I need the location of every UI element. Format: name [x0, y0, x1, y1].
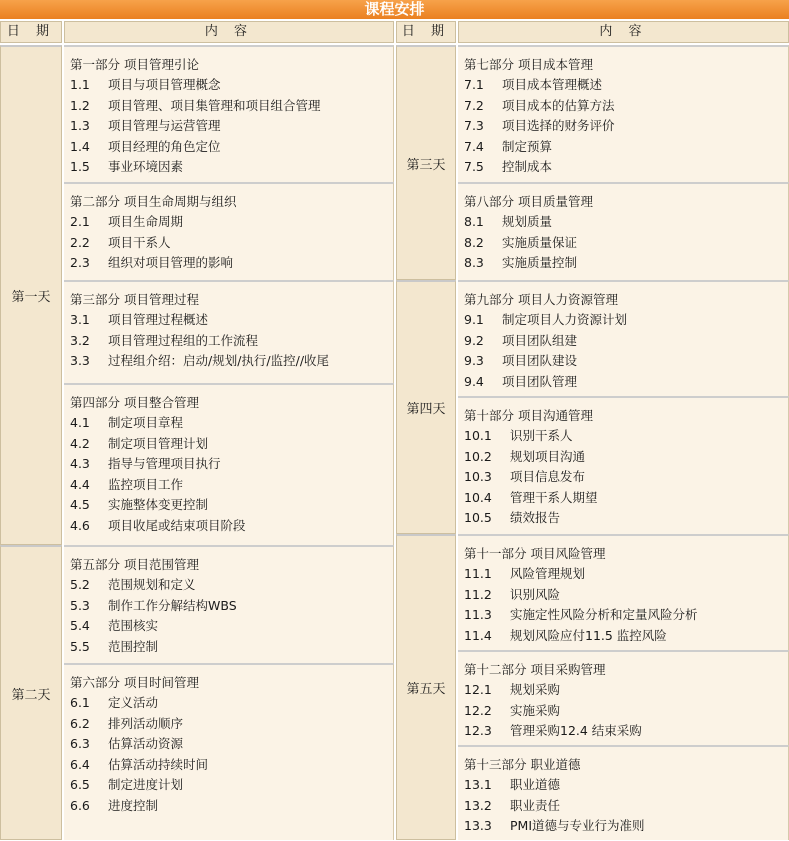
topic-text: 实施定性风险分析和定量风险分析 — [510, 607, 698, 622]
topic-text: 组织对项目管理的影响 — [108, 255, 234, 270]
topic-number: 2.1 — [70, 214, 90, 229]
topic-number: 6.4 — [70, 756, 90, 772]
header-date-right: 日 期 — [396, 21, 456, 43]
day-content — [458, 45, 789, 280]
topic-text: 项目信息发布 — [510, 469, 586, 484]
topic-item — [464, 351, 788, 372]
module-title: 第十一部分 项目风险管理 — [464, 546, 606, 561]
topic-number: 10.2 — [464, 448, 492, 464]
topic-text: 职业责任 — [510, 797, 561, 813]
topic-text: 进度控制 — [108, 797, 159, 813]
module-title: 第七部分 项目成本管理 — [464, 57, 593, 72]
topic-number: 11.4 — [464, 627, 492, 643]
module-block — [64, 663, 394, 840]
topic-number: 11.3 — [464, 607, 492, 622]
topic-item — [464, 775, 788, 796]
topic-item — [70, 212, 393, 233]
day-content — [64, 545, 394, 840]
topic-text: 绩效报告 — [510, 510, 561, 525]
topic-number: 4.3 — [70, 456, 90, 471]
topic-text: 范围规划和定义 — [108, 577, 196, 592]
topic-item — [464, 701, 788, 722]
topic-text: 规划采购 — [510, 682, 561, 697]
module-block — [458, 396, 789, 534]
topic-item — [464, 233, 788, 254]
topic-number: 12.1 — [464, 682, 492, 697]
topic-item — [464, 75, 788, 96]
topic-text: 规划质量 — [502, 214, 553, 229]
day-label: 第二天 — [0, 545, 62, 840]
topic-number: 11.2 — [464, 586, 492, 602]
topic-item — [464, 426, 788, 447]
topic-text: 估算活动持续时间 — [108, 756, 209, 772]
topic-text: 指导与管理项目执行 — [108, 456, 221, 471]
module-title: 第十三部分 职业道德 — [464, 757, 581, 772]
topic-number: 5.5 — [70, 638, 90, 654]
topic-item — [70, 253, 393, 274]
topic-item — [464, 447, 788, 468]
topic-text: 项目收尾或结束项目阶段 — [108, 517, 246, 533]
topic-text: 制定项目人力资源计划 — [502, 312, 628, 327]
day-row — [396, 534, 789, 840]
topic-item — [70, 495, 393, 516]
topic-text: 项目管理与运营管理 — [108, 118, 221, 133]
module-title: 第十部分 项目沟通管理 — [464, 408, 593, 423]
topic-item — [464, 488, 788, 509]
topic-item — [464, 310, 788, 331]
topic-text: 制定项目章程 — [108, 415, 184, 430]
topic-text: 制定进度计划 — [108, 777, 184, 792]
topic-number: 4.4 — [70, 476, 90, 492]
topic-text: 项目团队组建 — [502, 332, 578, 348]
topic-text: 项目与项目管理概念 — [108, 77, 221, 92]
topic-item — [464, 157, 788, 178]
topic-text: 职业道德 — [510, 777, 561, 792]
header-content-left: 内 容 — [64, 21, 394, 43]
topic-number: 1.3 — [70, 118, 90, 133]
topic-item — [464, 331, 788, 352]
topic-number: 7.5 — [464, 159, 484, 174]
topic-item — [70, 755, 393, 776]
topic-number: 9.1 — [464, 312, 484, 327]
module-block — [458, 745, 789, 840]
topic-item — [464, 116, 788, 137]
topic-item — [70, 434, 393, 455]
topic-item — [464, 508, 788, 529]
topic-number: 4.6 — [70, 517, 90, 533]
topic-text: 制定预算 — [502, 138, 553, 154]
module-title: 第十二部分 项目采购管理 — [464, 662, 606, 677]
topic-number: 13.2 — [464, 797, 492, 813]
topic-number: 4.5 — [70, 497, 90, 512]
topic-item — [464, 564, 788, 585]
header-content-right: 内 容 — [458, 21, 789, 43]
day-row — [396, 280, 789, 534]
topic-item — [70, 96, 393, 117]
topic-text: 项目管理过程概述 — [108, 312, 209, 327]
topic-number: 10.1 — [464, 428, 492, 443]
day-row — [396, 45, 789, 280]
topic-number: 5.4 — [70, 618, 90, 633]
topic-number: 9.4 — [464, 373, 484, 389]
topic-text: 排列活动顺序 — [108, 715, 184, 731]
topic-number: 13.3 — [464, 818, 492, 833]
topic-number: 10.5 — [464, 510, 492, 525]
module-title: 第一部分 项目管理引论 — [70, 57, 199, 72]
topic-number: 6.6 — [70, 797, 90, 813]
topic-item — [70, 596, 393, 617]
topic-text: 定义活动 — [108, 695, 159, 710]
topic-item — [464, 372, 788, 393]
topic-item — [70, 475, 393, 496]
module-block — [458, 534, 789, 650]
topic-text: 风险管理规划 — [510, 566, 586, 581]
schedule-title: 课程安排 — [0, 0, 789, 19]
topic-item — [464, 137, 788, 158]
left-column — [0, 45, 394, 840]
topic-text: 项目选择的财务评价 — [502, 118, 615, 133]
topic-number: 1.1 — [70, 77, 90, 92]
topic-number: 7.2 — [464, 97, 484, 113]
topic-text: 管理干系人期望 — [510, 489, 598, 505]
topic-item — [464, 467, 788, 488]
module-title: 第九部分 项目人力资源管理 — [464, 292, 618, 307]
day-content — [458, 280, 789, 534]
module-block — [64, 280, 394, 383]
topic-number: 6.3 — [70, 736, 90, 751]
topic-text: 监控项目工作 — [108, 476, 184, 492]
topic-number: 3.3 — [70, 353, 90, 368]
module-block — [64, 383, 394, 545]
topic-item — [464, 816, 788, 837]
topic-text: 制作工作分解结构WBS — [108, 597, 237, 613]
module-title: 第八部分 项目质量管理 — [464, 194, 593, 209]
topic-text: 实施质量保证 — [502, 234, 578, 250]
topic-number: 13.1 — [464, 777, 492, 792]
module-block — [64, 545, 394, 663]
topic-item — [464, 253, 788, 274]
module-block — [64, 182, 394, 280]
topic-item — [464, 96, 788, 117]
topic-item — [70, 775, 393, 796]
topic-text: 实施质量控制 — [502, 255, 578, 270]
topic-number: 4.1 — [70, 415, 90, 430]
topic-item — [70, 116, 393, 137]
topic-number: 6.2 — [70, 715, 90, 731]
topic-text: 项目干系人 — [108, 234, 171, 250]
topic-text: 实施采购 — [510, 702, 561, 718]
topic-number: 1.5 — [70, 159, 90, 174]
topic-text: 管理采购12.4 结束采购 — [510, 723, 642, 738]
module-title: 第四部分 项目整合管理 — [70, 395, 199, 410]
module-block — [458, 182, 789, 280]
topic-number: 6.5 — [70, 777, 90, 792]
module-title: 第二部分 项目生命周期与组织 — [70, 194, 237, 209]
topic-text: 过程组介绍：启动/规划/执行/监控//收尾 — [108, 353, 330, 368]
topic-item — [70, 233, 393, 254]
topic-item — [70, 137, 393, 158]
topic-number: 3.1 — [70, 312, 90, 327]
topic-number: 7.1 — [464, 77, 484, 92]
topic-number: 2.2 — [70, 234, 90, 250]
day-content — [458, 534, 789, 840]
topic-number: 12.2 — [464, 702, 492, 718]
day-label: 第四天 — [396, 280, 456, 534]
topic-text: 项目经理的角色定位 — [108, 138, 221, 154]
topic-item — [70, 796, 393, 817]
topic-text: PMI道德与专业行为准则 — [510, 818, 645, 833]
topic-number: 2.3 — [70, 255, 90, 270]
topic-item — [70, 454, 393, 475]
topic-item — [70, 75, 393, 96]
topic-number: 8.3 — [464, 255, 484, 270]
right-column — [396, 45, 789, 840]
day-content — [64, 45, 394, 545]
module-block — [64, 45, 394, 182]
topic-item — [464, 626, 788, 647]
topic-item — [70, 616, 393, 637]
topic-item — [70, 516, 393, 537]
topic-number: 9.3 — [464, 353, 484, 368]
topic-text: 范围控制 — [108, 638, 159, 654]
topic-number: 11.1 — [464, 566, 492, 581]
topic-text: 项目团队建设 — [502, 353, 578, 368]
topic-text: 估算活动资源 — [108, 736, 184, 751]
topic-text: 事业环境因素 — [108, 159, 184, 174]
topic-number: 7.4 — [464, 138, 484, 154]
topic-text: 项目生命周期 — [108, 214, 184, 229]
topic-item — [464, 585, 788, 606]
topic-item — [70, 413, 393, 434]
module-title: 第三部分 项目管理过程 — [70, 292, 199, 307]
topic-item — [70, 351, 393, 372]
topic-text: 项目管理、项目集管理和项目组合管理 — [108, 97, 321, 113]
topic-item — [70, 310, 393, 331]
topic-item — [70, 157, 393, 178]
topic-number: 6.1 — [70, 695, 90, 710]
day-label: 第一天 — [0, 45, 62, 545]
topic-number: 4.2 — [70, 435, 90, 451]
topic-item — [70, 575, 393, 596]
topic-number: 5.3 — [70, 597, 90, 613]
topic-text: 规划风险应付11.5 监控风险 — [510, 627, 667, 643]
topic-number: 7.3 — [464, 118, 484, 133]
topic-text: 实施整体变更控制 — [108, 497, 209, 512]
day-label: 第五天 — [396, 534, 456, 840]
topic-number: 8.1 — [464, 214, 484, 229]
topic-item — [464, 680, 788, 701]
topic-number: 1.4 — [70, 138, 90, 154]
topic-number: 12.3 — [464, 723, 492, 738]
topic-text: 制定项目管理计划 — [108, 435, 209, 451]
topic-number: 8.2 — [464, 234, 484, 250]
module-block — [458, 650, 789, 745]
topic-number: 9.2 — [464, 332, 484, 348]
topic-text: 范围核实 — [108, 618, 159, 633]
topic-text: 控制成本 — [502, 159, 553, 174]
topic-number: 3.2 — [70, 332, 90, 348]
topic-number: 10.3 — [464, 469, 492, 484]
module-block — [458, 280, 789, 396]
topic-item — [70, 714, 393, 735]
module-title: 第五部分 项目范围管理 — [70, 557, 199, 572]
topic-number: 5.2 — [70, 577, 90, 592]
module-block — [458, 45, 789, 182]
header-date-left: 日 期 — [0, 21, 62, 43]
topic-item — [464, 605, 788, 626]
topic-item — [70, 693, 393, 714]
topic-number: 10.4 — [464, 489, 492, 505]
topic-item — [70, 637, 393, 658]
topic-text: 规划项目沟通 — [510, 448, 586, 464]
topic-number: 1.2 — [70, 97, 90, 113]
topic-text: 识别干系人 — [510, 428, 573, 443]
topic-text: 识别风险 — [510, 586, 561, 602]
module-title: 第六部分 项目时间管理 — [70, 675, 199, 690]
day-row — [0, 545, 394, 840]
topic-text: 项目团队管理 — [502, 373, 578, 389]
topic-item — [464, 721, 788, 742]
topic-item — [464, 212, 788, 233]
day-label: 第三天 — [396, 45, 456, 280]
topic-item — [70, 331, 393, 352]
topic-item — [70, 734, 393, 755]
topic-text: 项目成本管理概述 — [502, 77, 603, 92]
day-row — [0, 45, 394, 545]
topic-text: 项目成本的估算方法 — [502, 97, 615, 113]
topic-text: 项目管理过程组的工作流程 — [108, 332, 259, 348]
topic-item — [464, 796, 788, 817]
